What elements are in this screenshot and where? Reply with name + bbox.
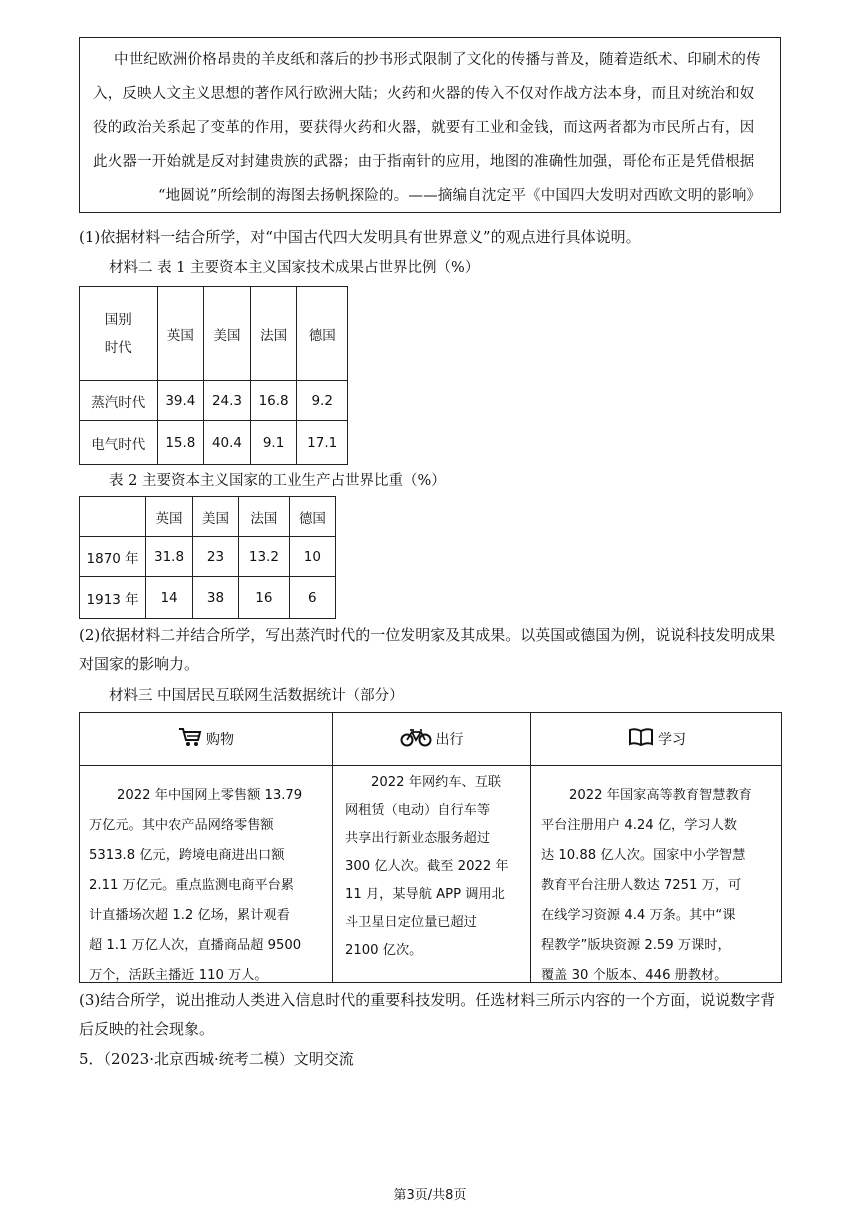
category-label: 学习 bbox=[658, 732, 686, 748]
table-2-col-header: 法国 bbox=[239, 497, 290, 537]
content-line: 斗卫星日定位量已超过 bbox=[345, 915, 477, 930]
category-header-study bbox=[531, 713, 783, 765]
content-line: 2022 年网约车、互联 bbox=[371, 775, 502, 790]
table-2-cell: 16 bbox=[239, 577, 290, 619]
material-1-line: 役的政治关系起了变革的作用，要获得火药和火器，就要有工业和金钱，而这两者都为市民所占有，因 bbox=[93, 120, 755, 136]
question-5-heading: 5．（2023·北京西城·统考二模）文明交流 bbox=[79, 1050, 354, 1068]
question-3-line-2: 后反映的社会现象。 bbox=[79, 1020, 215, 1038]
content-line: 达 10.88 亿人次。国家中小学智慧 bbox=[541, 848, 746, 863]
material-1-line: 中世纪欧洲价格昂贵的羊皮纸和落后的抄书形式限制了文化的传播与普及，随着造纸术、印刷术的传 bbox=[114, 52, 761, 68]
content-line: 2022 年中国网上零售额 13.79 bbox=[117, 788, 303, 803]
content-line: 覆盖 30 个版本、446 册教材。 bbox=[541, 968, 728, 983]
category-label: 购物 bbox=[206, 732, 234, 748]
content-line: 共享出行新业态服务超过 bbox=[345, 831, 491, 846]
content-line: 2100 亿次。 bbox=[345, 943, 423, 958]
table-2-col-header: 英国 bbox=[146, 497, 193, 537]
table-1 bbox=[79, 286, 348, 465]
book-icon bbox=[628, 727, 654, 751]
table-row bbox=[80, 537, 336, 577]
category-content-study bbox=[531, 765, 783, 982]
table-1-corner-bottom: 时代 bbox=[104, 339, 132, 356]
material-3-table bbox=[79, 712, 782, 983]
category-header-travel bbox=[333, 713, 531, 765]
material-1-line: 入，反映人文主义思想的著作风行欧洲大陆；火药和火器的传入不仅对作战方法本身，而且对统治和奴 bbox=[93, 86, 755, 102]
content-line: 万个，活跃主播近 110 万人。 bbox=[89, 968, 268, 983]
table-1-cell: 9.2 bbox=[297, 381, 348, 421]
content-line: 超 1.1 万亿人次，直播商品超 9500 bbox=[89, 938, 302, 953]
material-1-quote-box bbox=[79, 37, 781, 213]
content-line: 2.11 万亿元。重点监测电商平台累 bbox=[89, 878, 294, 893]
table-1-cell: 15.8 bbox=[157, 421, 204, 465]
content-line: 网租赁（电动）自行车等 bbox=[345, 803, 491, 818]
table-row bbox=[80, 381, 348, 421]
table-1-col-header: 法国 bbox=[250, 287, 297, 381]
table-1-corner bbox=[80, 287, 158, 381]
content-line: 在线学习资源 4.4 万条。其中“课 bbox=[541, 908, 736, 923]
table-1-row-label: 电气时代 bbox=[80, 421, 158, 465]
content-line: 程教学”版块资源 2.59 万课时， bbox=[541, 938, 731, 953]
category-header-shopping bbox=[80, 713, 333, 765]
page-number-footer: 第3页/共8页 bbox=[393, 1188, 467, 1203]
table-row bbox=[80, 577, 336, 619]
shopping-cart-icon bbox=[178, 727, 202, 751]
table-1-cell: 40.4 bbox=[204, 421, 251, 465]
table-2-row-label: 1913 年 bbox=[80, 577, 146, 619]
question-3-line-1: (3)结合所学，说出推动人类进入信息时代的重要科技发明。任选材料三所示内容的一个方面，说说数字背 bbox=[79, 991, 776, 1009]
material-1-line: 此火器一开始就是反对封建贵族的武器；由于指南针的应用，地图的准确性加强，哥伦布正是凭借根据 bbox=[93, 154, 755, 170]
table-1-row-label: 蒸汽时代 bbox=[80, 381, 158, 421]
category-content-travel bbox=[333, 765, 531, 982]
table-1-caption: 材料二 表 1 主要资本主义国家技术成果占世界比例（%） bbox=[109, 260, 480, 276]
table-1-cell: 24.3 bbox=[204, 381, 251, 421]
table-1-col-header: 德国 bbox=[297, 287, 348, 381]
table-1-cell: 9.1 bbox=[250, 421, 297, 465]
question-2-line-2: 对国家的影响力。 bbox=[79, 655, 200, 673]
table-2-cell: 23 bbox=[192, 537, 238, 577]
table-1-cell: 17.1 bbox=[297, 421, 348, 465]
table-2-caption: 表 2 主要资本主义国家的工业生产占世界比重（%） bbox=[109, 473, 446, 489]
table-2-cell: 38 bbox=[192, 577, 238, 619]
table-1-cell: 16.8 bbox=[250, 381, 297, 421]
table-2-col-header: 德国 bbox=[289, 497, 335, 537]
content-line: 11 月，某导航 APP 调用北 bbox=[345, 887, 505, 902]
table-2-row-label: 1870 年 bbox=[80, 537, 146, 577]
table-2-corner bbox=[80, 497, 146, 537]
table-row bbox=[80, 421, 348, 465]
content-line: 万亿元。其中农产品网络零售额 bbox=[89, 818, 274, 833]
table-1-cell: 39.4 bbox=[157, 381, 204, 421]
table-1-corner-top: 国别 bbox=[104, 311, 132, 328]
category-label: 出行 bbox=[435, 732, 464, 748]
table-1-col-header: 美国 bbox=[204, 287, 251, 381]
table-1-col-header: 英国 bbox=[157, 287, 204, 381]
bicycle-icon bbox=[400, 727, 432, 751]
table-2-cell: 14 bbox=[146, 577, 193, 619]
content-line: 平台注册用户 4.24 亿，学习人数 bbox=[541, 818, 737, 833]
table-2-cell: 13.2 bbox=[239, 537, 290, 577]
table-2-cell: 31.8 bbox=[146, 537, 193, 577]
content-line: 2022 年国家高等教育智慧教育 bbox=[569, 788, 752, 803]
content-line: 300 亿人次。截至 2022 年 bbox=[345, 859, 509, 874]
material-3-caption: 材料三 中国居民互联网生活数据统计（部分） bbox=[109, 688, 404, 704]
content-line: 教育平台注册人数达 7251 万，可 bbox=[541, 878, 742, 893]
question-1: (1)依据材料一结合所学，对“中国古代四大发明具有世界意义”的观点进行具体说明。 bbox=[79, 228, 641, 246]
material-1-line: “地圆说”所绘制的海图去扬帆探险的。——摘编自沈定平《中国四大发明对西欧文明的影响》 bbox=[158, 188, 762, 204]
table-2-cell: 10 bbox=[289, 537, 335, 577]
table-2 bbox=[79, 496, 336, 619]
content-line: 计直播场次超 1.2 亿场，累计观看 bbox=[89, 908, 290, 923]
table-2-cell: 6 bbox=[289, 577, 335, 619]
question-2-line-1: (2)依据材料二并结合所学，写出蒸汽时代的一位发明家及其成果。以英国或德国为例，说说科技发明成果 bbox=[79, 626, 776, 644]
category-content-shopping bbox=[80, 765, 333, 982]
table-2-col-header: 美国 bbox=[192, 497, 238, 537]
content-line: 5313.8 亿元，跨境电商进出口额 bbox=[89, 848, 285, 863]
